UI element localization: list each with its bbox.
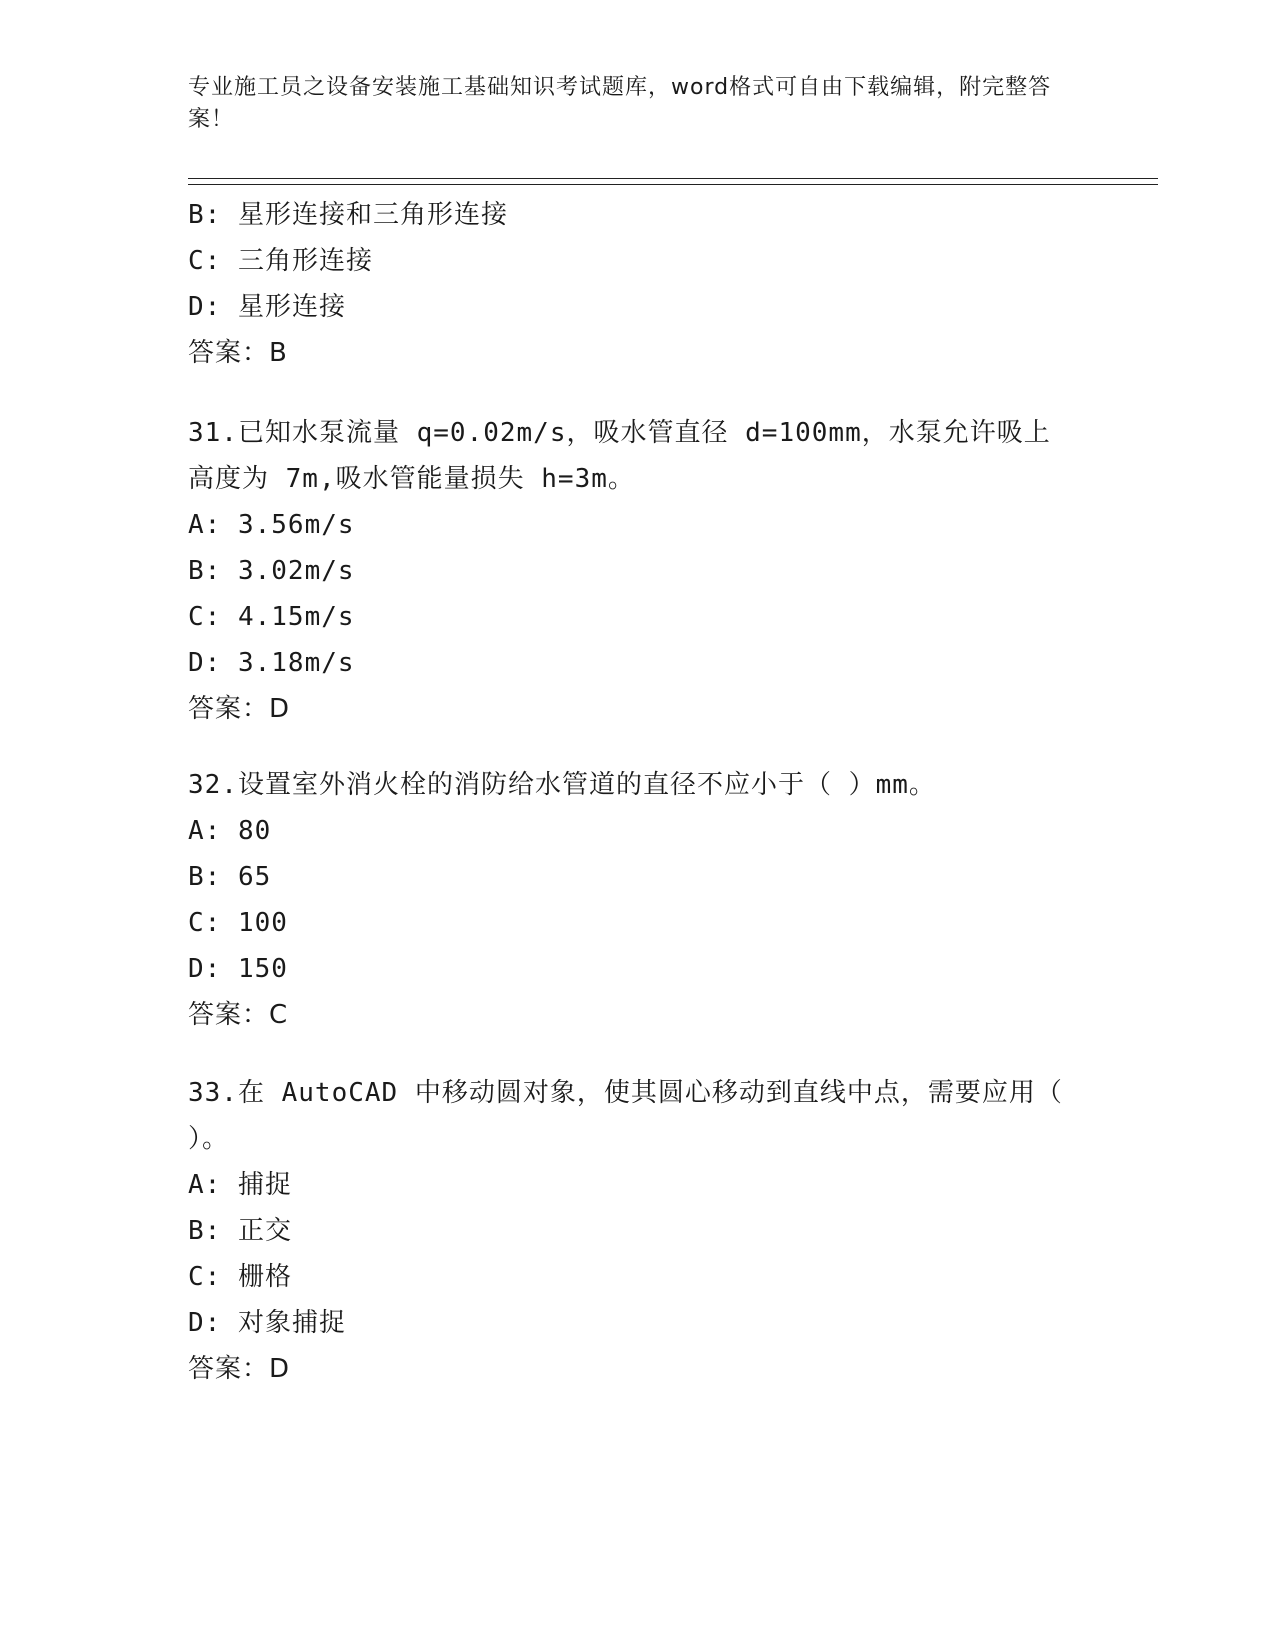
option-b: B: 星形连接和三角形连接 (188, 200, 508, 230)
question-text: 31.已知水泵流量 q=0.02m/s，吸水管直径 d=100mm，水泵允许吸上高度为 7m,吸水管能量损失 h=3m。 (188, 418, 1051, 494)
question-32 (188, 762, 1088, 1038)
answer-line: 答案：D (188, 694, 291, 724)
answer-line: 答案：B (188, 338, 288, 368)
option-c: C: 100 (188, 908, 288, 938)
option-a: A: 捕捉 (188, 1170, 292, 1200)
option-d: D: 星形连接 (188, 292, 346, 322)
answer-line: 答案：D (188, 1354, 291, 1384)
question-33 (188, 1070, 1088, 1392)
option-b: B: 3.02m/s (188, 556, 355, 586)
option-c: C: 三角形连接 (188, 246, 373, 276)
question-text: 32.设置室外消火栓的消防给水管道的直径不应小于（ ）mm。 (188, 770, 936, 800)
option-b: B: 65 (188, 862, 272, 892)
option-c: C: 栅格 (188, 1262, 292, 1292)
option-d: D: 150 (188, 954, 288, 984)
header-divider-top (188, 178, 1158, 179)
option-d: D: 3.18m/s (188, 648, 355, 678)
option-a: A: 80 (188, 816, 272, 846)
document-page (188, 0, 1158, 1650)
question-text: 33.在 AutoCAD 中移动圆对象，使其圆心移动到直线中点，需要应用（ ）。 (188, 1078, 1063, 1154)
question-31 (188, 410, 1088, 732)
question-30-tail (188, 192, 1088, 376)
option-d: D: 对象捕捉 (188, 1308, 346, 1338)
answer-line: 答案：C (188, 1000, 289, 1030)
option-a: A: 3.56m/s (188, 510, 355, 540)
document-header: 专业施工员之设备安装施工基础知识考试题库，word格式可自由下载编辑，附完整答案！ (188, 75, 1052, 132)
option-c: C: 4.15m/s (188, 602, 355, 632)
header-divider-bottom (188, 184, 1158, 185)
option-b: B: 正交 (188, 1216, 292, 1246)
